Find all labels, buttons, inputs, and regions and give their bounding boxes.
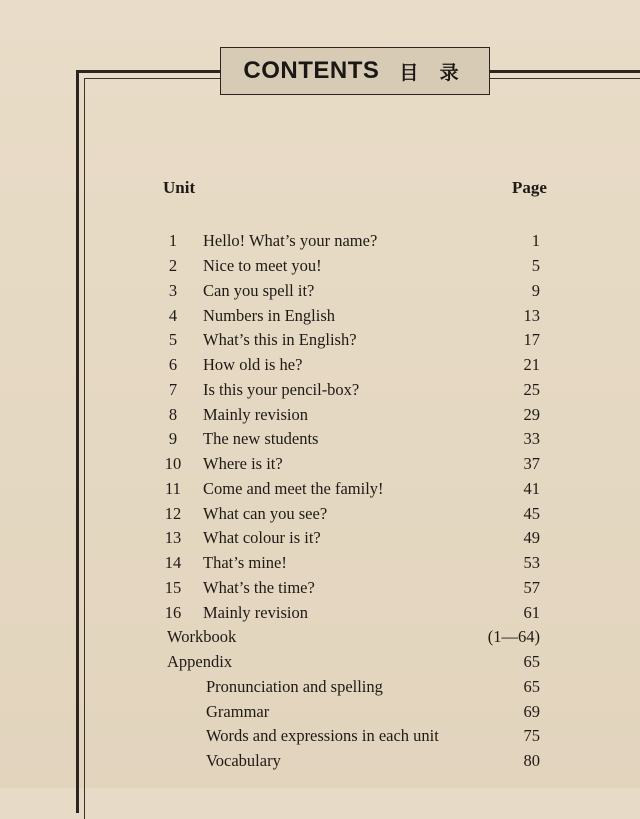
page-number: 80 — [523, 751, 540, 770]
unit-number: 3 — [168, 281, 178, 300]
appendix-title: Appendix — [167, 652, 233, 671]
toc-row-unit-5 — [0, 330, 640, 354]
unit-number: 16 — [164, 603, 182, 622]
page-number: 37 — [523, 454, 540, 473]
toc-row-unit-2 — [0, 256, 640, 280]
unit-title: Come and meet the family! — [203, 479, 384, 498]
toc-row-unit-14 — [0, 553, 640, 577]
toc-row-unit-6 — [0, 355, 640, 379]
page-number: 65 — [523, 652, 540, 671]
unit-title: Can you spell it? — [203, 281, 315, 300]
appendix-item-title: Grammar — [206, 702, 270, 721]
unit-title: What’s the time? — [203, 578, 315, 597]
appendix-item-title: Words and expressions in each unit — [206, 726, 439, 745]
page-number: 5 — [531, 256, 540, 275]
page-number: 17 — [523, 330, 540, 349]
appendix-item-title: Pronunciation and spelling — [206, 677, 383, 696]
toc-row-appendix-item — [0, 726, 640, 750]
unit-number: 5 — [168, 330, 178, 349]
unit-number: 13 — [164, 528, 182, 547]
toc-row-unit-16 — [0, 603, 640, 627]
unit-title: The new students — [203, 429, 319, 448]
page-number: 57 — [523, 578, 540, 597]
page-number: 25 — [523, 380, 540, 399]
unit-title: Numbers in English — [203, 306, 335, 325]
unit-number: 1 — [168, 231, 178, 250]
contents-title-cn: 目 录 — [399, 62, 467, 84]
unit-title: How old is he? — [203, 355, 303, 374]
unit-number: 2 — [168, 256, 178, 275]
unit-title: Is this your pencil-box? — [203, 380, 360, 399]
toc-row-unit-15 — [0, 578, 640, 602]
unit-title: Nice to meet you! — [203, 256, 322, 275]
unit-number: 4 — [168, 306, 178, 325]
toc-row-appendix-item — [0, 751, 640, 775]
page-number: 41 — [523, 479, 540, 498]
page-number: (1—64) — [487, 627, 540, 646]
page-number: 53 — [523, 553, 540, 572]
page-number: 21 — [523, 355, 540, 374]
unit-title: That’s mine! — [203, 553, 287, 572]
page-number: 33 — [523, 429, 540, 448]
toc-row-unit-1 — [0, 231, 640, 255]
contents-header — [220, 47, 490, 95]
unit-title: What can you see? — [203, 504, 328, 523]
toc-row-appendix-item — [0, 677, 640, 701]
page-number: 29 — [523, 405, 540, 424]
page-number: 1 — [531, 231, 540, 250]
toc-row-workbook — [0, 627, 640, 651]
unit-title: Where is it? — [203, 454, 283, 473]
unit-title: What colour is it? — [203, 528, 321, 547]
page-number: 49 — [523, 528, 540, 547]
toc-row-unit-13 — [0, 528, 640, 552]
page-number: 13 — [523, 306, 540, 325]
unit-number: 12 — [164, 504, 182, 523]
unit-number: 8 — [168, 405, 178, 424]
unit-number: 15 — [164, 578, 182, 597]
unit-title: Mainly revision — [203, 603, 308, 622]
unit-number: 6 — [168, 355, 178, 374]
unit-title: What’s this in English? — [203, 330, 357, 349]
toc-row-unit-12 — [0, 504, 640, 528]
unit-title: Mainly revision — [203, 405, 308, 424]
unit-number: 7 — [168, 380, 178, 399]
page-number: 45 — [523, 504, 540, 523]
toc-row-unit-11 — [0, 479, 640, 503]
appendix-item-title: Vocabulary — [206, 751, 281, 770]
contents-title: CONTENTS — [243, 57, 380, 84]
page-number: 9 — [531, 281, 540, 300]
toc-row-appendix-item — [0, 702, 640, 726]
toc-row-unit-3 — [0, 281, 640, 305]
toc-row-appendix — [0, 652, 640, 676]
unit-number: 11 — [165, 479, 181, 498]
toc-row-unit-9 — [0, 429, 640, 453]
page-number: 75 — [523, 726, 540, 745]
page-number: 65 — [523, 677, 540, 696]
toc-row-unit-7 — [0, 380, 640, 404]
page-number: 61 — [523, 603, 540, 622]
toc-row-unit-8 — [0, 405, 640, 429]
unit-number: 14 — [164, 553, 182, 572]
page-number: 69 — [523, 702, 540, 721]
unit-column-header: Unit — [163, 178, 196, 197]
workbook-title: Workbook — [167, 627, 237, 646]
unit-number: 9 — [168, 429, 178, 448]
toc-row-unit-4 — [0, 306, 640, 330]
page-column-header: Page — [512, 178, 547, 197]
unit-title: Hello! What’s your name? — [203, 231, 378, 250]
unit-number: 10 — [164, 454, 182, 473]
toc-row-unit-10 — [0, 454, 640, 478]
